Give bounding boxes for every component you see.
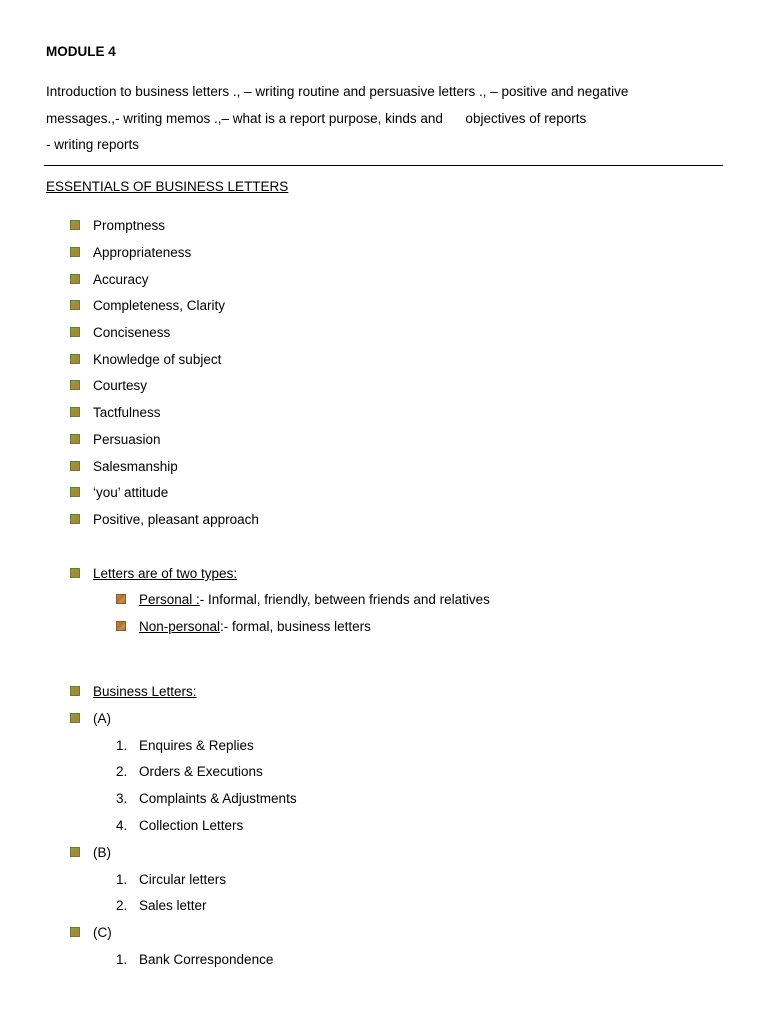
list-item: Positive, pleasant approach	[93, 512, 259, 527]
group-label-c: (C)	[93, 925, 112, 940]
square-bullet-icon	[70, 380, 80, 390]
square-bullet-icon	[70, 407, 80, 417]
business-letters-heading: Business Letters:	[93, 684, 197, 699]
list-item: Collection Letters	[139, 818, 244, 833]
intro-line-3: - writing reports	[46, 137, 140, 152]
list-item: Appropriateness	[93, 245, 192, 260]
square-bullet-icon	[116, 621, 126, 631]
square-bullet-icon	[70, 568, 80, 578]
nonpersonal-type	[139, 618, 371, 636]
square-bullet-icon	[70, 487, 80, 497]
list-item: Sales letter	[139, 898, 207, 913]
list-item: Completeness, Clarity	[93, 298, 226, 313]
square-bullet-icon	[70, 461, 80, 471]
essentials-heading: ESSENTIALS OF BUSINESS LETTERS	[46, 179, 289, 194]
list-item: Circular letters	[139, 872, 227, 887]
item-number: 1.	[116, 872, 128, 887]
item-number: 1.	[116, 738, 128, 753]
square-bullet-icon	[70, 686, 80, 696]
item-number: 3.	[116, 791, 128, 806]
square-bullet-icon	[116, 594, 126, 604]
square-bullet-icon	[70, 354, 80, 364]
letter-types-heading: Letters are of two types:	[93, 566, 238, 581]
item-number: 1.	[116, 952, 128, 967]
list-item: Persuasion	[93, 432, 161, 447]
list-item: Bank Correspondence	[139, 952, 274, 967]
square-bullet-icon	[70, 247, 80, 257]
personal-description: - Informal, friendly, between friends and relatives	[199, 592, 490, 607]
square-bullet-icon	[70, 434, 80, 444]
personal-type	[139, 591, 490, 609]
list-item: Courtesy	[93, 378, 148, 393]
module-title: MODULE 4	[46, 44, 116, 59]
list-item: Promptness	[93, 218, 166, 233]
list-item: ‘you’ attitude	[93, 485, 169, 500]
group-label-a: (A)	[93, 711, 111, 726]
horizontal-rule	[44, 165, 723, 166]
intro-line-1: Introduction to business letters ., – writing routine and persuasive letters ., – positive and negative	[46, 84, 629, 99]
list-item: Tactfulness	[93, 405, 161, 420]
list-item: Conciseness	[93, 325, 171, 340]
square-bullet-icon	[70, 300, 80, 310]
item-number: 2.	[116, 764, 128, 779]
square-bullet-icon	[70, 514, 80, 524]
square-bullet-icon	[70, 927, 80, 937]
list-item: Knowledge of subject	[93, 352, 222, 367]
square-bullet-icon	[70, 220, 80, 230]
list-item: Accuracy	[93, 272, 149, 287]
item-number: 2.	[116, 898, 128, 913]
group-label-b: (B)	[93, 845, 111, 860]
list-item: Orders & Executions	[139, 764, 263, 779]
personal-label: Personal :	[139, 592, 200, 607]
nonpersonal-description: :- formal, business letters	[220, 619, 371, 634]
nonpersonal-label: Non-personal	[139, 619, 221, 634]
intro-line-2: messages.,- writing memos .,– what is a report purpose, kinds and objectives of reports	[46, 111, 587, 126]
square-bullet-icon	[70, 713, 80, 723]
item-number: 4.	[116, 818, 128, 833]
square-bullet-icon	[70, 274, 80, 284]
square-bullet-icon	[70, 847, 80, 857]
list-item: Complaints & Adjustments	[139, 791, 297, 806]
square-bullet-icon	[70, 327, 80, 337]
list-item: Salesmanship	[93, 459, 178, 474]
list-item: Enquires & Replies	[139, 738, 254, 753]
